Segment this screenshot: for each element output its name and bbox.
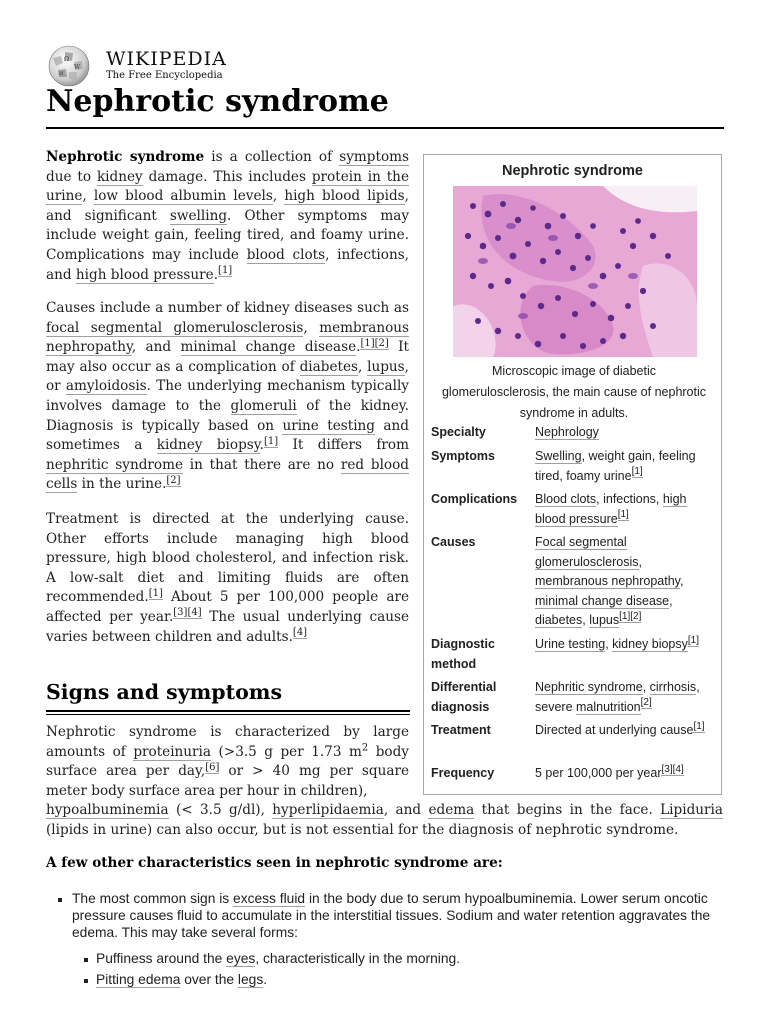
reference-link[interactable]: [1] [687,634,700,646]
reference-link[interactable]: [4] [672,763,684,775]
link-diabetes[interactable]: diabetes [535,613,583,627]
infobox-row-treatment [431,721,717,763]
text: , or [46,358,409,395]
reference-link[interactable]: [1] [693,720,705,732]
text: (lipids in urine) can also occur, but is not essential for the diagnosis of nephrotic syndrome. [46,821,679,838]
section-heading-signs-and-symptoms: Signs and symptoms [46,680,283,704]
text: , infections, [596,492,663,506]
histology-image[interactable] [453,186,697,357]
link-kidney-biopsy[interactable]: kidney biopsy [156,437,260,454]
reference-link[interactable]: [4] [187,607,202,619]
reference-link[interactable]: [2] [640,697,652,709]
page-title: Nephrotic syndrome [46,84,389,119]
text: and sometimes a [46,417,409,454]
text: Puffiness around the [96,951,227,966]
text: due to [46,168,97,185]
text: , characteristically in the morning. [255,951,461,966]
reference-link[interactable]: [1] [619,610,631,622]
infobox-label: Treatment [431,723,491,737]
reference-link[interactable]: [3] [661,763,673,775]
link-blood-clots[interactable]: Blood clots [535,492,597,506]
text: . Other symptoms may include weight gain, feeling tired, and foamy urine. Complications may include [46,207,409,263]
reference-link[interactable]: [1] [360,337,375,349]
characteristics-intro: A few other characteristics seen in nephrotic syndrome are: [46,855,503,871]
link-nephritic-syndrome[interactable]: Nephritic syndrome [535,680,643,694]
link-malnutrition[interactable]: malnutrition [576,699,641,714]
infobox [423,154,722,795]
link-proteinuria[interactable]: proteinuria [133,743,212,760]
link-nephrology[interactable]: Nephrology [535,425,599,439]
superscript: 2 [361,742,369,754]
intro-paragraph-1 [46,148,409,285]
text: Directed at underlying cause [535,723,694,737]
text: , [642,680,650,694]
reference-link[interactable]: [1] [218,265,233,277]
link-fsgs[interactable]: Focal segmental glomerulosclerosis [535,535,639,569]
text: , [669,593,673,608]
infobox-label: Complications [431,492,518,506]
link-lupus[interactable]: lupus [367,358,405,375]
link-cirrhosis[interactable]: cirrhosis [649,680,697,694]
link-amyloidosis[interactable]: amyloidosis [65,378,147,395]
text: damage. This includes [142,168,312,185]
link-pitting-edema[interactable]: Pitting edema [96,972,181,987]
reference-link[interactable]: [1] [617,509,629,521]
link-membranous-nephropathy[interactable]: membranous nephropathy [535,574,680,588]
link-low-albumin[interactable]: low blood albumin levels [93,188,273,205]
text: or > 40 mg per square meter body surface area per hour in children), [46,763,410,799]
text: , and [383,802,429,818]
reference-link[interactable]: [2] [166,474,181,486]
link-legs[interactable]: legs [237,972,264,987]
infobox-label: Causes [431,535,476,549]
text: The most common sign is [72,891,234,906]
text: in the body due to serum hypoalbuminemia. Lower serum oncotic pressure causes fluid to accumulate in the interstitial tissues. Sodium and water retention aggravates the edema. This may take several forms: [72,891,711,940]
text: . [356,339,361,356]
text: Treatment is directed at the underlying cause. Other efforts include managing high blood pressure, high blood cholesterol, and infection risk. A low-salt diet and limiting fluids are often recommended. [46,511,409,606]
infobox-value [535,490,717,529]
link-minimal-change-disease[interactable]: minimal change disease [535,593,670,608]
text: (< 3.5 g/dl), [168,802,273,818]
text: . [259,437,264,454]
link-kidney[interactable]: kidney [96,168,143,185]
text: Nephrotic syndrome is characterized by large amounts of [46,724,409,760]
infobox-value [535,721,717,741]
text: , [272,188,285,205]
lead-term: Nephrotic syndrome [46,149,205,165]
link-symptoms[interactable]: symptoms [339,149,409,165]
link-edema[interactable]: edema [428,802,475,818]
infobox-label: Specialty [431,425,486,439]
title-divider [46,127,724,129]
bullet-icon [58,898,62,902]
reference-link[interactable]: [2] [630,610,642,622]
text: , and significant [46,188,409,224]
list-item [96,950,716,967]
text: over the [180,972,238,987]
text: , severe [535,680,700,714]
infobox-caption: Microscopic image of diabetic glomerulosclerosis, the main cause of nephrotic syndrome in adults. [441,364,707,420]
link-blood-clots[interactable]: blood clots [246,246,326,263]
link-high-blood-pressure[interactable]: high blood pressure [535,492,687,526]
infobox-value [535,533,717,631]
reference-link[interactable]: [3] [173,607,188,619]
reference-link[interactable]: [1] [148,587,163,599]
infobox-row-causes [431,533,717,633]
text: , [605,637,613,651]
link-swelling[interactable]: swelling [169,207,228,224]
text: The usual underlying cause varies between children and adults. [46,608,410,645]
text: that begins in the face. [474,802,661,818]
infobox-label: Symptoms [431,449,495,463]
link-minimal-change-disease[interactable]: minimal change disease [180,339,357,356]
text: . [213,266,219,283]
text: in the urine. [77,476,167,493]
text: of the kidney. Diagnosis is typically based on [46,397,409,434]
link-lupus[interactable]: lupus [589,613,620,627]
infobox-row-frequency [431,764,717,786]
text: , and [131,339,181,356]
infobox-value [535,764,717,784]
wikipedia-wordmark: WIKIPEDIA [106,48,227,70]
infobox-label: Differential diagnosis [431,680,497,714]
text: . The underlying mechanism typically involves damage to the [46,378,409,414]
intro-paragraph-3 [46,510,409,647]
infobox-row-differential-diagnosis [431,678,717,720]
infobox-row-symptoms [431,447,717,489]
link-hyperlipidaemia[interactable]: hyperlipidaemia [272,802,384,818]
text: in that there are no [183,456,341,473]
link-nephritic-syndrome[interactable]: nephritic syndrome [46,456,184,473]
infobox-value [535,635,717,655]
link-fsgs[interactable]: focal segmental glomerulosclerosis [46,319,304,336]
text: . [263,972,268,987]
infobox-label: Diagnostic method [431,637,495,671]
text: , weight gain, feeling tired, foamy urine [535,449,696,483]
infobox-value [535,678,717,717]
link-urine-testing[interactable]: Urine testing [535,637,606,651]
infobox-title: Nephrotic syndrome [502,163,643,179]
link-membranous-nephropathy[interactable]: membranous nephropathy [46,319,409,356]
link-high-blood-pressure[interactable]: high blood pressure [75,266,214,283]
list-item [72,890,724,941]
infobox-row-specialty [431,423,717,445]
reference-link[interactable]: [2] [374,337,389,349]
infobox-row-complications [431,490,717,532]
link-high-lipids[interactable]: high blood lipids [284,188,405,205]
link-diabetes[interactable]: diabetes [299,358,358,375]
link-red-blood-cells[interactable]: red blood cells [46,456,409,493]
text: , [82,188,94,205]
link-hypoalbuminemia[interactable]: hypoalbuminemia [46,802,169,818]
text: (>3.5 g per 1.73 m [211,743,362,760]
list-item [96,971,716,988]
reference-link[interactable]: [4] [292,627,308,639]
text: It differs from [278,437,409,454]
infobox-label: Frequency [431,766,495,780]
puzzle-globe-icon [44,44,98,88]
bullet-icon [84,979,88,983]
text: , [357,358,368,375]
svg-text:Ω: Ω [64,56,69,63]
infobox-value [535,423,717,443]
link-lipiduria[interactable]: Lipiduria [660,802,723,818]
wikipedia-logo[interactable] [44,44,244,88]
link-eyes[interactable]: eyes [226,951,256,966]
text: , [680,574,684,588]
svg-text:И: И [59,71,64,77]
link-urine-testing[interactable]: urine testing [282,417,376,434]
bullet-icon [84,958,88,962]
text: , [638,554,642,569]
wikipedia-tagline: The Free Encyclopedia [106,70,223,81]
text: , [582,613,590,627]
intro-paragraph-2 [46,299,409,495]
text: It may also occur as a complication of [46,339,410,375]
text: About 5 per 100,000 people are affected per year. [46,589,409,625]
section-divider [46,710,410,715]
text: is a collection of [204,149,340,165]
link-protein-in-urine[interactable]: protein in the urine [46,168,409,205]
text: , [303,319,320,336]
svg-text:W: W [74,64,81,71]
signs-paragraph-part-1 [46,723,409,801]
text: , infections, and [46,246,409,283]
link-kidney-biopsy[interactable]: kidney biopsy [612,637,688,651]
reference-link[interactable]: [6] [205,761,220,773]
reference-link[interactable]: [1] [631,466,643,478]
signs-paragraph-part-2 [46,801,723,840]
text: body surface area per day, [46,743,409,780]
link-swelling[interactable]: Swelling [535,449,582,463]
infobox-value [535,447,717,486]
link-excess-fluid[interactable]: excess fluid [233,891,306,906]
infobox-row-diagnostic-method [431,635,717,677]
text: Causes include a number of kidney diseases such as [46,300,409,316]
link-glomeruli[interactable]: glomeruli [230,397,297,414]
reference-link[interactable]: [1] [263,435,279,447]
text: 5 per 100,000 per year [535,766,662,780]
